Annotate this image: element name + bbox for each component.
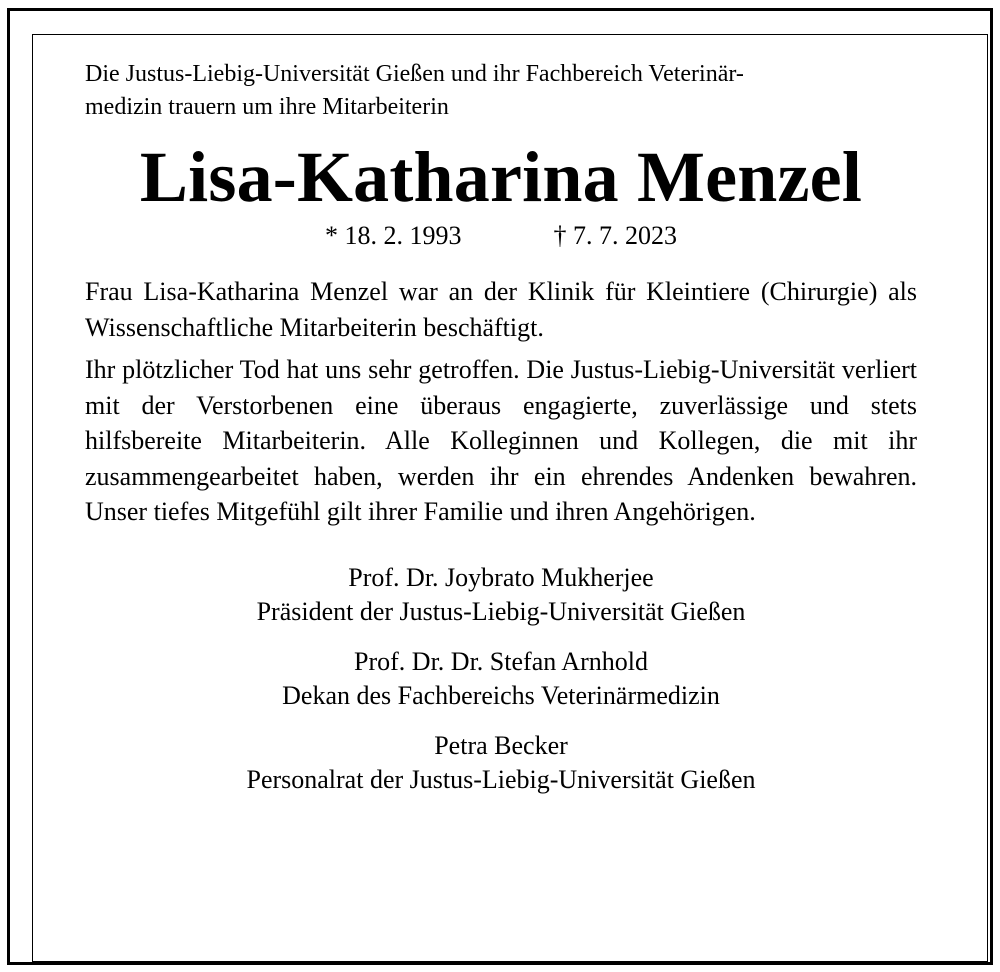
signatory-name: Prof. Dr. Joybrato Mukherjee: [348, 562, 654, 592]
signatures: [85, 561, 917, 797]
signatory-name: Prof. Dr. Dr. Stefan Arnhold: [354, 646, 648, 676]
signature-block: [85, 561, 917, 629]
intro-text: [85, 58, 917, 124]
signature-block: [85, 645, 917, 713]
death-date: † 7. 7. 2023: [553, 221, 677, 250]
deceased-name: Lisa-Katharina Menzel: [139, 137, 863, 217]
signatory-name: Petra Becker: [434, 730, 568, 760]
paragraph-employment: Frau Lisa-Katharina Menzel war an der Klinik für Kleintiere (Chirurgie) als Wissenschaftliche Mitarbeiterin beschäftigt.: [85, 277, 917, 342]
paragraph-condolence: Ihr plötzlicher Tod hat uns sehr getroffen. Die Justus-Liebig-Universität verliert mit der Verstorbenen eine überaus engagierte, zuverlässige und stets hilfsbereite Mitarbeiterin. Alle Kolleginnen und Kollegen, die mit ihr zusammengearbeitet haben, werden ihr ein ehrendes Andenken bewahren. Unser tiefes Mitgefühl gilt ihrer Familie und ihren Angehörigen.: [85, 355, 917, 526]
signature-block: [85, 729, 917, 797]
signatory-role: Personalrat der Justus-Liebig-Universität Gießen: [246, 764, 756, 794]
intro-line-1: Die Justus-Liebig-Universität Gießen und ihr Fachbereich Veterinär-: [85, 61, 744, 87]
obituary-notice: [85, 58, 917, 813]
life-dates: [85, 218, 917, 254]
signatory-role: Präsident der Justus-Liebig-Universität Gießen: [256, 596, 746, 626]
signatory-role: Dekan des Fachbereichs Veterinärmedizin: [282, 680, 720, 710]
intro-line-2: medizin trauern um ihre Mitarbeiterin: [85, 94, 449, 120]
birth-date: * 18. 2. 1993: [325, 221, 462, 250]
